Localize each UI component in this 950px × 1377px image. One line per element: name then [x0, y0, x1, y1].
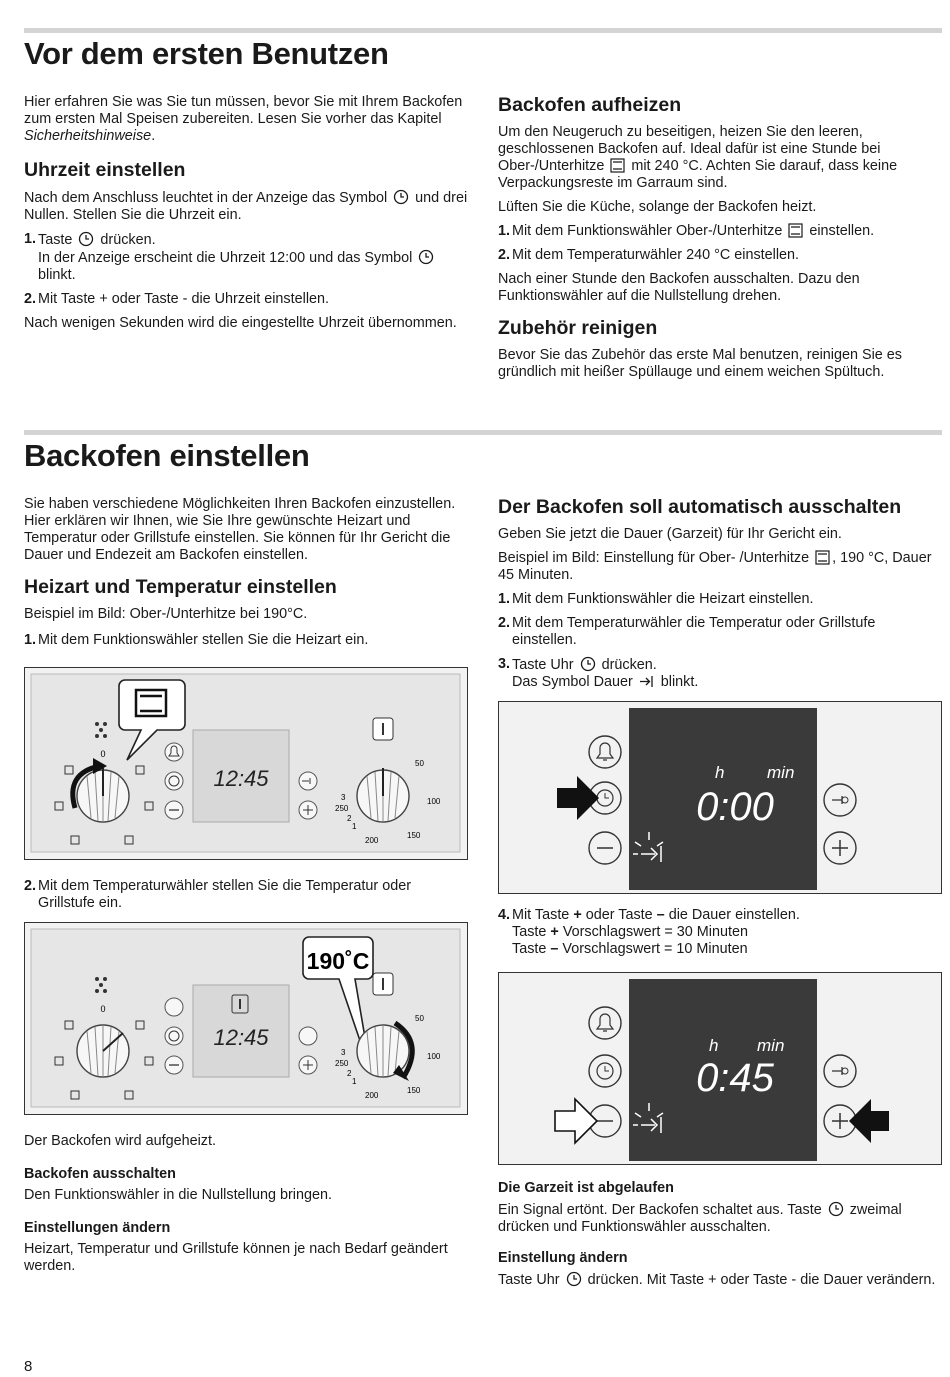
auto-after-block [498, 1180, 942, 1296]
heading-cooking-time-elapsed: Die Garzeit ist abgelaufen [498, 1180, 674, 1196]
right-column-first-use [498, 94, 942, 388]
set-oven-intro: Sie haben verschiedene Möglichkeiten Ihren Backofen einzustellen. Hier erklären wir Ihnen, wie Sie Ihre gewünschte Heizart und Temperatur oder Grillstufe einstellen. Sie können für Ihr Gericht die Dauer und Endezeit am Backofen einstellen. [24, 496, 456, 563]
heading-preheat: Backofen aufheizen [498, 94, 682, 116]
heat-type-step-2: 2. Mit dem Temperaturwähler stellen Sie die Temperatur oder Grillstufe ein. [24, 878, 412, 911]
clean-text: Bevor Sie das Zubehör das erste Mal benutzen, reinigen Sie es gründlich mit heißer Spüllauge und einem weichen Spültuch. [498, 347, 902, 380]
display-panel-drawing [499, 702, 940, 892]
svg-text:100: 100 [427, 1052, 441, 1061]
change-setting-text: Taste Uhr drücken. Mit Taste + oder Taste - die Dauer verändern. [498, 1272, 936, 1288]
page-number: 8 [24, 1358, 33, 1375]
heading-switch-off: Backofen ausschalten [24, 1166, 176, 1182]
section-title-set-oven: Backofen einstellen [24, 438, 310, 473]
svg-text:200: 200 [365, 836, 379, 845]
pointer-arrow [849, 1099, 889, 1143]
heading-heat-type: Heizart und Temperatur einstellen [24, 576, 337, 598]
clock-after-text: Nach wenigen Sekunden wird die eingestellte Uhrzeit übernommen. [24, 315, 457, 331]
svg-text:150: 150 [407, 831, 421, 840]
left-column-set-oven [24, 496, 470, 656]
preheat-after-text: Nach einer Stunde den Backofen ausschalten. Dazu den Funktionswähler auf die Nullstellung drehen. [498, 271, 860, 304]
display-time: 12:45 [213, 1025, 269, 1050]
duration-icon [639, 674, 655, 689]
clock-icon [418, 249, 434, 265]
left-column-first-use [24, 94, 470, 339]
callout-temperature: 190˚C [306, 948, 370, 974]
svg-text:50: 50 [415, 759, 424, 768]
top-bottom-heat-icon [788, 223, 803, 238]
svg-text:150: 150 [407, 1086, 421, 1095]
knob-zero-label: 0 [100, 1004, 106, 1014]
heading-auto-off: Der Backofen soll automatisch ausschalten [498, 496, 902, 518]
control-panel-illustration-1 [24, 667, 468, 860]
heading-clean-accessories: Zubehör reinigen [498, 317, 658, 339]
heat-type-step-2-block [24, 878, 470, 919]
display-time: 12:45 [213, 766, 269, 791]
display-h-label: h [715, 763, 725, 782]
pointer-arrow [557, 776, 599, 820]
alarm-button [589, 736, 621, 768]
clock-text: Nach dem Anschluss leuchtet in der Anzeige das Symbol und drei Nullen. Stellen Sie die Uhrzeit ein. [24, 190, 468, 223]
alarm-button [165, 998, 183, 1016]
svg-text:100: 100 [427, 797, 441, 806]
svg-text:3: 3 [341, 1048, 346, 1057]
clock-icon [828, 1201, 844, 1217]
change-settings-text: Heizart, Temperatur und Grillstufe können je nach Bedarf geändert werden. [24, 1241, 448, 1274]
display-panel-illustration-4 [498, 972, 942, 1165]
switch-off-text: Den Funktionswähler in die Nullstellung bringen. [24, 1187, 332, 1203]
preheat-text-2: Lüften Sie die Küche, solange der Backofen heizt. [498, 199, 817, 215]
svg-text:1: 1 [352, 1077, 357, 1086]
section-title-first-use: Vor dem ersten Benutzen [24, 36, 389, 71]
svg-text:1: 1 [352, 822, 357, 831]
clock-icon [566, 1271, 582, 1287]
display-panel-drawing [499, 973, 940, 1163]
display-duration: 0:00 [696, 785, 774, 829]
control-panel-illustration-2 [24, 922, 468, 1115]
clock-button [165, 1027, 183, 1045]
cooking-time-elapsed-text: Ein Signal ertönt. Der Backofen schaltet aus. Taste zweimal drücken und Funktionswähler ausschalten. [498, 1202, 902, 1235]
auto-step-4: 4. Mit Taste + oder Taste – die Dauer einstellen. Taste + Vorschlagswert = 30 Minuten Taste – Vorschlagswert = 10 Minuten [498, 907, 800, 957]
clock-icon [393, 189, 409, 205]
heading-change-setting: Einstellung ändern [498, 1250, 628, 1266]
preheat-text: Um den Neugeruch zu beseitigen, heizen Sie den leeren, geschlossenen Backofen auf. Ideal dafür ist eine Stunde bei Ober-/Unterhitze mit 240 °C. Achten Sie darauf, dass keine Verpackungsreste im Garraum sind. [498, 124, 898, 191]
svg-text:2: 2 [347, 1069, 352, 1078]
display-min-label: min [757, 1036, 785, 1055]
auto-step-1: 1. Mit dem Funktionswähler die Heizart einstellen. [498, 591, 814, 607]
svg-text:250: 250 [335, 1059, 349, 1068]
clock-icon [580, 656, 596, 672]
display-panel-illustration-3 [498, 701, 942, 894]
svg-text:2: 2 [347, 814, 352, 823]
right-column-set-oven [498, 496, 942, 698]
auto-step-3: 3. Taste Uhr drücken. Das Symbol Dauer blinkt. [498, 656, 699, 690]
pointer-arrow-outline [555, 1099, 597, 1143]
alarm-button [589, 1007, 621, 1039]
clock-icon [78, 231, 94, 247]
auto-off-text-1: Geben Sie jetzt die Dauer (Garzeit) für Ihr Gericht ein. [498, 526, 842, 542]
heat-type-example: Beispiel im Bild: Ober-/Unterhitze bei 190°C. [24, 606, 308, 622]
heat-type-after-block [24, 1133, 470, 1282]
top-bottom-heat-icon [610, 158, 625, 173]
display-h-label: h [709, 1036, 719, 1055]
auto-off-text-2: Beispiel im Bild: Einstellung für Ober- /Unterhitze , 190 °C, Dauer 45 Minuten. [498, 550, 932, 583]
auto-step-4-block [498, 907, 942, 965]
intro-text: Hier erfahren Sie was Sie tun müssen, bevor Sie mit Ihrem Backofen zum ersten Mal Speisen zubereiten. Lesen Sie vorher das Kapitel Sicherheitshinweise. [24, 94, 463, 144]
clock-button [165, 772, 183, 790]
svg-text:250: 250 [335, 804, 349, 813]
control-panel-drawing [25, 923, 466, 1113]
svg-text:200: 200 [365, 1091, 379, 1100]
auto-step-2: 2. Mit dem Temperaturwähler die Temperatur oder Grillstufe einstellen. [498, 615, 876, 648]
clock-step-1: 1. Taste drücken. In der Anzeige erscheint die Uhrzeit 12:00 und das Symbol blinkt. [24, 231, 470, 284]
display-duration: 0:45 [696, 1056, 774, 1100]
control-panel-drawing [25, 668, 466, 858]
heading-change-settings: Einstellungen ändern [24, 1220, 171, 1236]
oven-heated-text: Der Backofen wird aufgeheizt. [24, 1133, 216, 1149]
heat-type-step-1: 1. Mit dem Funktionswähler stellen Sie die Heizart ein. [24, 632, 369, 648]
preheat-step-1: 1. Mit dem Funktionswähler Ober-/Unterhitze einstellen. [498, 223, 875, 239]
clock-step-2: 2. Mit Taste + oder Taste - die Uhrzeit einstellen. [24, 291, 330, 307]
knob-zero-label: 0 [100, 749, 106, 759]
svg-text:50: 50 [415, 1014, 424, 1023]
key-lock-button [299, 1027, 317, 1045]
svg-text:3: 3 [341, 793, 346, 802]
preheat-step-2: 2. Mit dem Temperaturwähler 240 °C einstellen. [498, 247, 800, 263]
section-rule [24, 28, 942, 33]
display-min-label: min [767, 763, 795, 782]
top-bottom-heat-icon [815, 550, 830, 565]
section-rule [24, 430, 942, 435]
heading-clock: Uhrzeit einstellen [24, 159, 186, 181]
